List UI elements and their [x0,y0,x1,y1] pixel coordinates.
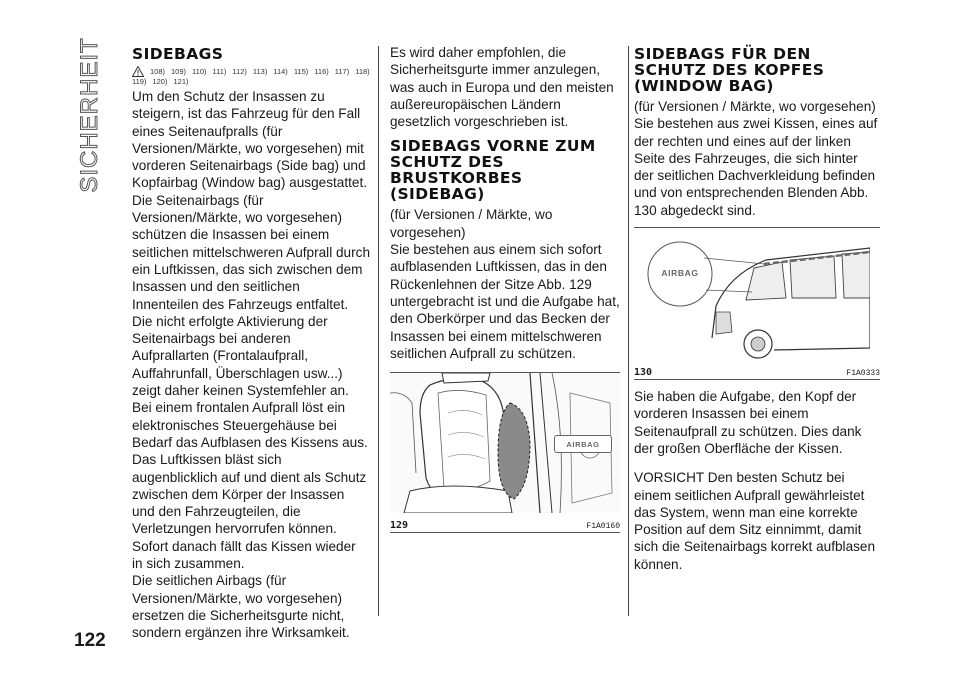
heading-window-bag: SIDEBAGS FÜR DEN SCHUTZ DES KOPFES (WINDOW BAG) [634,45,825,95]
column-2 [390,44,620,533]
body-paragraph: Das Luftkissen bläst sich augenblicklich auf und dient als Schutz zwischen dem Körper der Insassen und den Fahrzeugteilen, die Verletzungen hervorrufen können. Sofort danach fällt das Kissen wieder in sich zusammen. [132,452,367,572]
figure-129 [390,372,620,533]
figure-caption [634,365,880,380]
body-paragraph: Die Seitenairbags (für Versionen/Märkte, wo vorgesehen) schützen die Insassen bei einem seitlichen mittelschweren Aufprall durch ein Luftkissen, das sich zwischen dem Insassen und den seitlichen Innenteilen des Fahrzeugs entfaltet. [132,192,371,312]
body-paragraph: Es wird daher empfohlen, die Sicherheitsgurte immer anzulegen, was auch in Europa und den meisten außereuropäischen Ländern gesetzlich vorgeschrieben ist. [390,45,614,130]
figure-code: F1A0160 [586,522,620,532]
body-paragraph: Bei einem frontalen Aufprall löst ein elektronisches Steuergehäuse bei Bedarf das Aufblasen des Kissens aus. [132,400,368,450]
ref-note[interactable]: 111) [212,67,227,76]
column-divider [378,46,379,616]
page-number: 122 [74,630,106,651]
warning-paragraph: VORSICHT Den besten Schutz bei einem seitlichen Aufprall gewährleistet das System, wenn man eine korrekte Position auf dem Sitz einnimmt, damit sich die Seitenairbags korrekt aufblasen können. [634,470,876,572]
ref-note[interactable]: 108) [150,67,166,76]
ref-note[interactable]: 116) [314,67,329,76]
ref-note[interactable]: 114) [273,67,288,76]
ref-note[interactable]: 119) [132,77,147,86]
body-paragraph: Sie bestehen aus zwei Kissen, eines auf der rechten und eines auf der linken Seite des Fahrzeuges, die sich hinter der seitlichen Dachverkleidung befinden und von entsprechenden Blenden Abb. 130 abgedeckt sind. [634,116,878,218]
heading-sidebags: SIDEBAGS [132,45,224,63]
heading-sidebags-front: SIDEBAGS VORNE ZUM SCHUTZ DES BRUSTKORBES (SIDEBAG) [390,137,596,204]
ref-note[interactable]: 112) [232,67,247,76]
ref-note[interactable]: 113) [252,67,268,76]
ref-note[interactable]: 110) [192,67,207,76]
van-airbag-illustration [634,228,870,360]
reference-row [132,66,370,86]
body-paragraph: Die seitlichen Airbags (für Versionen/Märkte, wo vorgesehen) ersetzen die Sicherheitsgurte nicht, sondern ergänzen ihre Wirksamkeit. [132,573,350,641]
figure-130 [634,227,880,380]
column-1 [132,46,370,642]
figure-code: F1A0333 [846,369,880,379]
figure-caption [390,518,620,533]
body-paragraph: Sie bestehen aus einem sich sofort aufblasenden Luftkissen, das in den Rückenlehnen der Sitze Abb. 129 untergebracht ist und die Aufgabe hat, den Oberkörper und das Becken der Insassen bei einem mittelschweren seitlichen Aufprall zu schützen. [390,242,620,361]
ref-note[interactable]: 109) [171,67,187,76]
column-divider [628,46,629,616]
body-paragraph: Sie haben die Aufgabe, den Kopf der vorderen Insassen bei einem Seitenaufprall zu schützen. Dies dank der großen Oberfläche der Kissen. [634,389,862,456]
body-paragraph: Um den Schutz der Insassen zu steigern, ist das Fahrzeug für den Fall eines Seitenaufpralls (für Versionen/Märkte, wo vorgesehen) mit vorderen Seitenairbags (Side bag) und Kopfairbag (Window bag) ausgestattet. [132,89,368,191]
ref-note[interactable]: 120) [152,77,168,86]
airbag-label: AIRBAG [661,268,699,279]
body-paragraph: (für Versionen / Märkte, wo vorgesehen) [390,207,553,240]
warning-triangle-icon [132,66,144,77]
section-side-label-text: SICHERHEIT [76,37,103,193]
body-paragraph: Die nicht erfolgte Aktivierung der Seitenairbags bei anderen Aufprallarten (Frontalaufprall, Auffahrunfall, Überschlagen usw...) zeigt daher keinen Systemfehler an. [132,313,349,399]
ref-note[interactable]: 117) [334,67,350,76]
ref-note[interactable]: 118) [355,67,370,76]
airbag-label: AIRBAG [554,435,612,453]
column-3 [634,46,880,573]
figure-number: 130 [634,367,653,379]
ref-note[interactable]: 121) [173,77,189,86]
section-side-label [60,37,120,193]
figure-number: 129 [390,520,409,532]
body-paragraph: (für Versionen / Märkte, wo vorgesehen) [634,99,876,114]
ref-note[interactable]: 115) [293,67,309,76]
